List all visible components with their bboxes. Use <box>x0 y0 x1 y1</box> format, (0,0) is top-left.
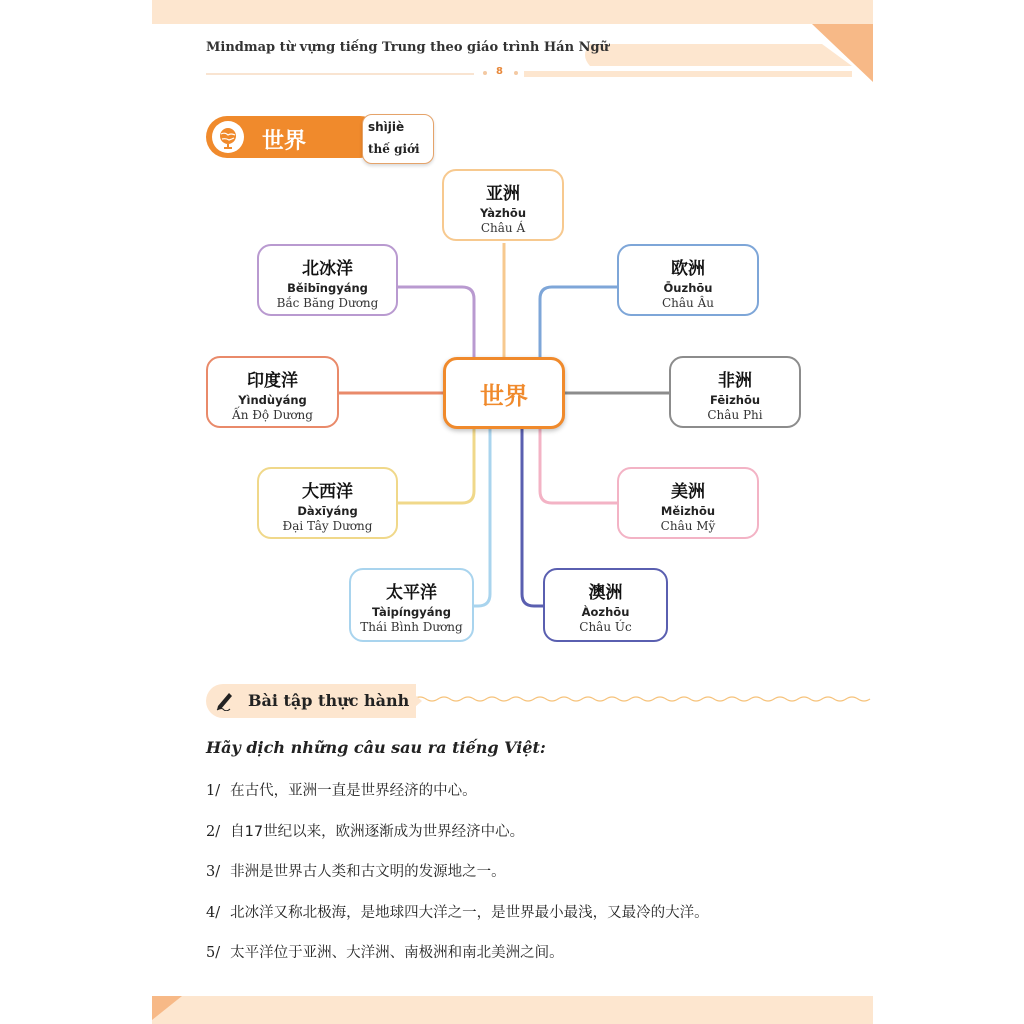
exercise-sentence <box>206 779 477 800</box>
node-pinyin: Yàzhōu <box>480 206 526 220</box>
exercise-sentence <box>206 860 506 881</box>
node-viet: Bắc Băng Dương <box>276 296 379 310</box>
node-oceania <box>543 568 668 642</box>
connector-atlantic <box>398 429 474 503</box>
sentence-text: 在古代，亚洲一直是世界经济的中心。 <box>230 783 477 799</box>
node-pinyin: Tàipíngyáng <box>372 605 451 619</box>
node-viet: Đại Tây Dương <box>282 519 373 533</box>
node-arctic <box>257 244 398 316</box>
node-viet: Thái Bình Dương <box>360 620 463 634</box>
node-asia <box>442 169 564 241</box>
sentence-text: 北冰洋又称北极海，是地球四大洋之一，是世界最小最浅，又最冷的大洋。 <box>230 905 709 921</box>
connector-america <box>540 429 617 503</box>
node-pinyin: Dàxīyáng <box>297 504 358 518</box>
node-hanzi: 大西洋 <box>302 482 353 502</box>
center-label: 世界 <box>480 381 528 410</box>
exercise-sentence <box>206 820 524 841</box>
node-pacific <box>349 568 474 642</box>
node-viet: Châu Úc <box>579 620 632 634</box>
node-america <box>617 467 759 539</box>
node-pinyin: Fēizhōu <box>709 393 761 407</box>
sentence-text: 自17世纪以来，欧洲逐渐成为世界经济中心。 <box>230 824 525 840</box>
exercise-sentence <box>206 901 709 922</box>
node-viet: Ấn Độ Dương <box>232 408 313 422</box>
node-hanzi: 美洲 <box>671 482 705 502</box>
header-title: Mindmap từ vựng tiếng Trung theo giáo trình Hán Ngữ <box>206 40 609 55</box>
topic-hanzi: 世界 <box>262 129 307 154</box>
node-hanzi: 亚洲 <box>486 184 520 204</box>
page-number: 8 <box>496 66 503 77</box>
node-viet: Châu Á <box>480 221 526 235</box>
center-node <box>443 357 565 429</box>
connector-pacific <box>474 429 490 606</box>
connector-europe <box>540 287 617 357</box>
exercise-instruction: Hãy dịch những câu sau ra tiếng Việt: <box>206 738 546 757</box>
book-page <box>152 0 873 1024</box>
node-hanzi: 非洲 <box>718 371 752 391</box>
node-africa <box>669 356 801 428</box>
node-pinyin: Àozhōu <box>581 605 630 619</box>
node-pinyin: Měizhōu <box>660 504 716 518</box>
node-hanzi: 北冰洋 <box>302 259 353 279</box>
sentence-number: 3/ <box>206 864 221 880</box>
node-indian <box>206 356 339 428</box>
node-viet: Châu Phi <box>707 408 763 422</box>
sentence-number: 1/ <box>206 783 221 799</box>
exercise-title: Bài tập thực hành <box>248 691 410 710</box>
sentence-text: 非洲是世界古人类和古文明的发源地之一。 <box>230 864 506 880</box>
node-atlantic <box>257 467 398 539</box>
sentence-text: 太平洋位于亚洲、大洋洲、南极洲和南北美洲之间。 <box>230 945 564 961</box>
node-viet: Châu Mỹ <box>660 519 716 533</box>
pen-icon <box>214 689 236 711</box>
node-pinyin: Ōuzhōu <box>663 281 713 295</box>
topic-pinyin: shìjiè <box>368 120 405 134</box>
sentence-number: 5/ <box>206 945 221 961</box>
node-hanzi: 太平洋 <box>386 583 437 603</box>
node-pinyin: Yìndùyáng <box>238 393 307 407</box>
sentence-number: 4/ <box>206 905 221 921</box>
node-hanzi: 印度洋 <box>247 371 298 391</box>
node-pinyin: Běibīngyáng <box>287 281 368 295</box>
node-viet: Châu Âu <box>661 296 714 310</box>
node-hanzi: 澳洲 <box>588 583 623 603</box>
connector-arctic <box>398 287 474 357</box>
topic-viet: thế giới <box>368 142 420 156</box>
exercise-sentence <box>206 941 564 962</box>
node-hanzi: 欧洲 <box>671 259 705 279</box>
sentence-number: 2/ <box>206 824 221 840</box>
node-europe <box>617 244 759 316</box>
